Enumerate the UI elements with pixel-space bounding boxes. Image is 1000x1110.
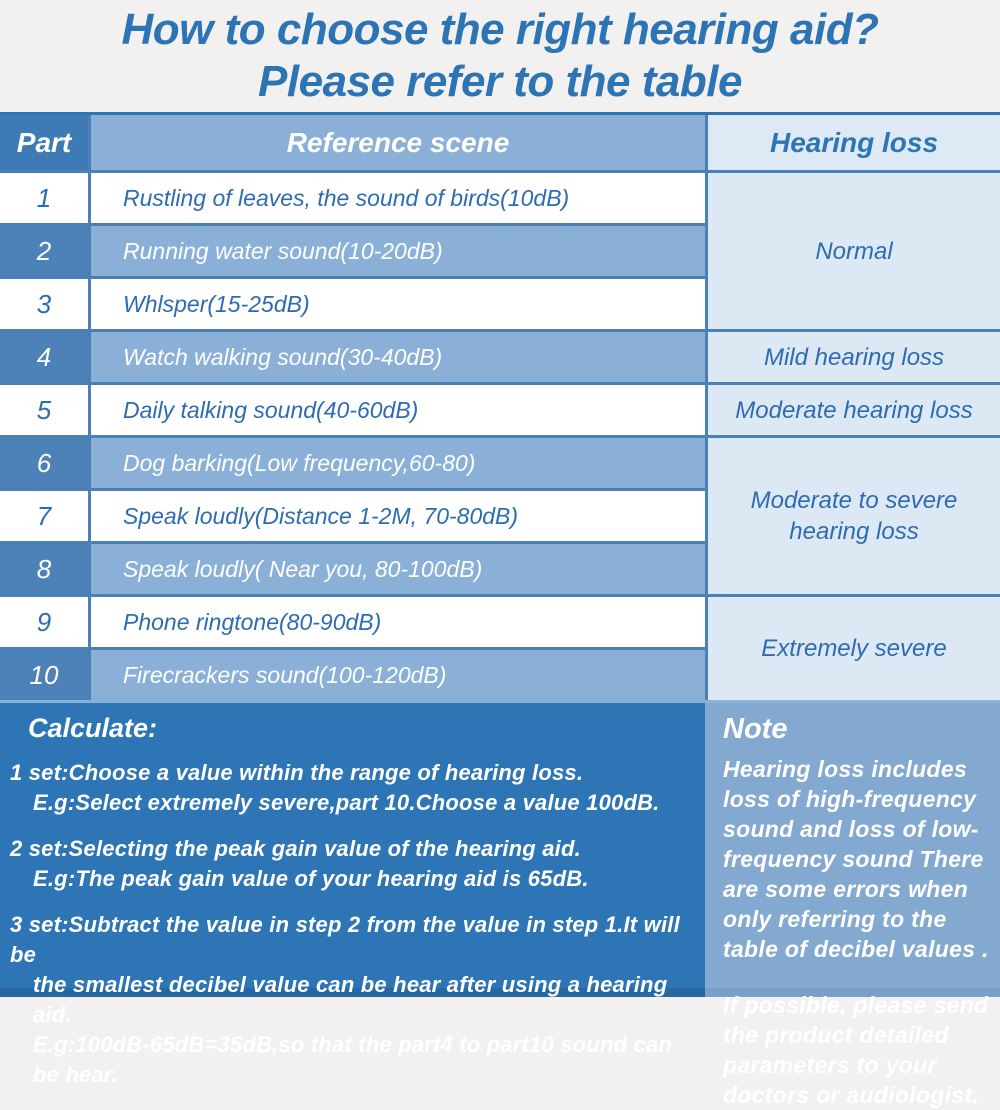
page-title bbox=[122, 4, 879, 108]
calculate-step-1-line-2: E.g:Select extremely severe,part 10.Choose a value 100dB. bbox=[33, 790, 660, 815]
row-10-part: 10 bbox=[0, 650, 88, 700]
calculate-step-2-line-1: 2 set:Selecting the peak gain value of the hearing aid. bbox=[10, 836, 581, 861]
row-7-part: 7 bbox=[0, 491, 88, 541]
row-2-part: 2 bbox=[0, 226, 88, 276]
note-section bbox=[705, 703, 1000, 1108]
row-9-scene: Phone ringtone(80-90dB) bbox=[91, 597, 705, 647]
calculate-step-2-line-2: E.g:The peak gain value of your hearing aid is 65dB. bbox=[33, 866, 589, 891]
hearing-loss-moderate: Moderate hearing loss bbox=[708, 385, 1000, 435]
row-4-scene: Watch walking sound(30-40dB) bbox=[91, 332, 705, 382]
row-5-part: 5 bbox=[0, 385, 88, 435]
calculate-section bbox=[0, 703, 705, 1087]
row-9-part: 9 bbox=[0, 597, 88, 647]
row-4-part: 4 bbox=[0, 332, 88, 382]
row-6-part: 6 bbox=[0, 438, 88, 488]
calculate-step-3-line-2: the smallest decibel value can be hear after using a hearing aid. bbox=[33, 972, 668, 1027]
calculate-step-3-line-1: 3 set:Subtract the value in step 2 from the value in step 1.It will be bbox=[10, 912, 680, 967]
hearing-loss-extremely-severe: Extremely severe bbox=[708, 597, 1000, 700]
calculate-step-2 bbox=[10, 834, 691, 894]
bottom-panels bbox=[0, 703, 1000, 1108]
row-1-scene: Rustling of leaves, the sound of birds(10dB) bbox=[91, 173, 705, 223]
hearing-aid-table bbox=[0, 112, 1000, 703]
hearing-loss-normal: Normal bbox=[708, 173, 1000, 329]
note-paragraph-1: Hearing loss includes loss of high-frequency sound and loss of low-frequency sound There are some errors when only referring to the table of decibel values . bbox=[723, 756, 989, 962]
calculate-step-3 bbox=[10, 910, 691, 1090]
hearing-loss-mild: Mild hearing loss bbox=[708, 332, 1000, 382]
row-6-scene: Dog barking(Low frequency,60-80) bbox=[91, 438, 705, 488]
calculate-step-3-line-3: E.g:100dB-65dB=35dB,so that the part4 to part10 sound can be hear. bbox=[33, 1032, 673, 1087]
col-header-part: Part bbox=[0, 115, 88, 170]
row-8-part: 8 bbox=[0, 544, 88, 594]
row-5-scene: Daily talking sound(40-60dB) bbox=[91, 385, 705, 435]
calculate-step-1 bbox=[10, 758, 691, 818]
hearing-loss-moderate-severe: Moderate to severe hearing loss bbox=[708, 438, 1000, 594]
row-8-scene: Speak loudly( Near you, 80-100dB) bbox=[91, 544, 705, 594]
page-title-line1: How to choose the right hearing aid? bbox=[121, 5, 879, 54]
calculate-heading: Calculate: bbox=[28, 713, 158, 743]
note-paragraph-2: If possible, please send the product detailed parameters to your doctors or audiologist. bbox=[723, 992, 989, 1108]
page-title-line2: Please refer to the table bbox=[258, 57, 742, 106]
row-3-scene: Whlsper(15-25dB) bbox=[91, 279, 705, 329]
col-header-scene: Reference scene bbox=[91, 115, 705, 170]
note-heading: Note bbox=[723, 713, 788, 745]
calculate-step-1-line-1: 1 set:Choose a value within the range of hearing loss. bbox=[10, 760, 584, 785]
row-3-part: 3 bbox=[0, 279, 88, 329]
row-1-part: 1 bbox=[0, 173, 88, 223]
col-header-hearing: Hearing loss bbox=[708, 115, 1000, 170]
row-2-scene: Running water sound(10-20dB) bbox=[91, 226, 705, 276]
row-7-scene: Speak loudly(Distance 1-2M, 70-80dB) bbox=[91, 491, 705, 541]
row-10-scene: Firecrackers sound(100-120dB) bbox=[91, 650, 705, 700]
title-block bbox=[0, 0, 1000, 112]
